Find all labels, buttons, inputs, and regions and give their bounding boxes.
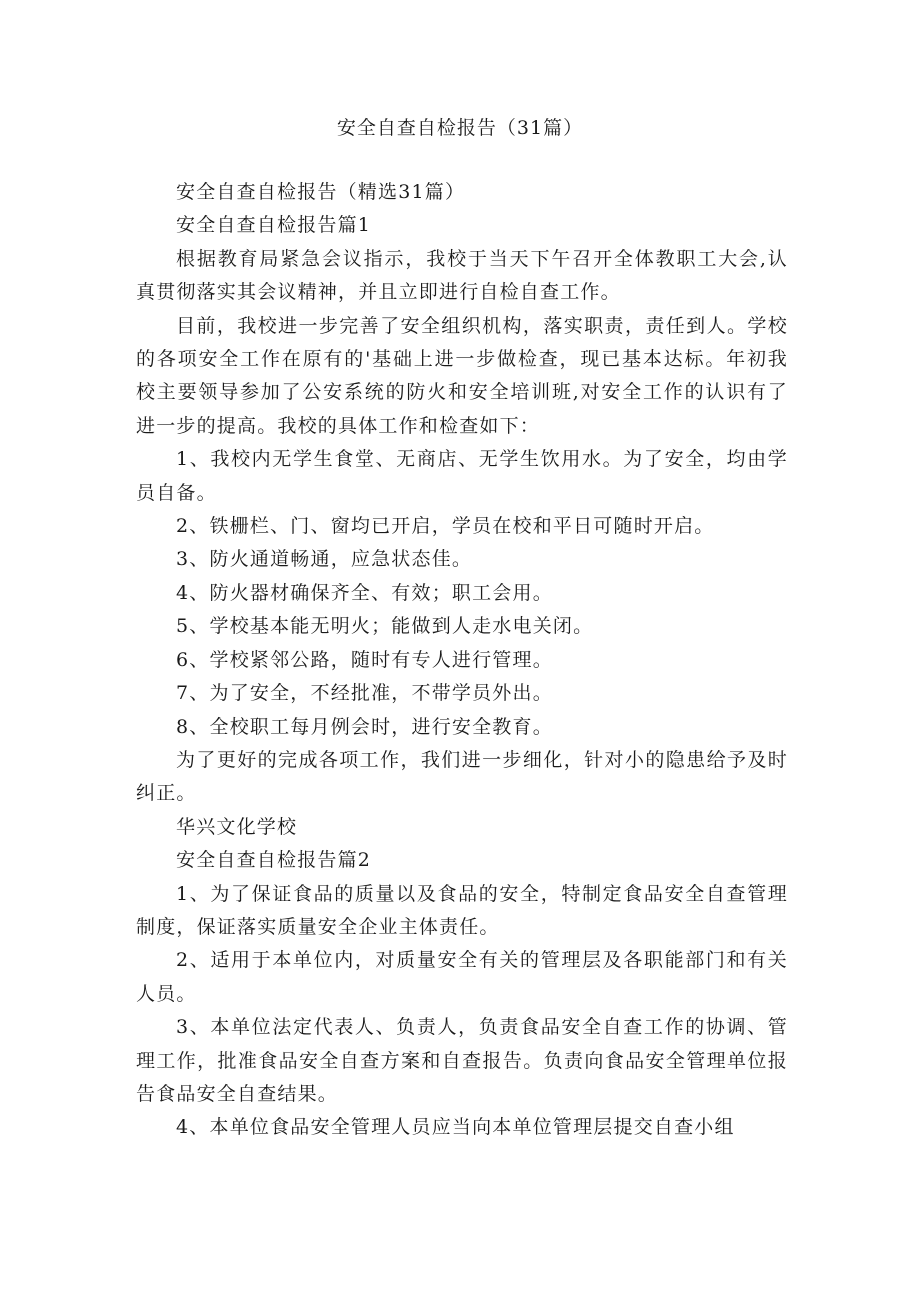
list-item: 6、学校紧邻公路，随时有专人进行管理。 [176, 648, 553, 671]
list-item: 7、为了安全，不经批准，不带学员外出。 [176, 682, 553, 705]
list-item: 4、本单位食品安全管理人员应当向本单位管理层提交自查小组 [176, 1116, 735, 1139]
list-item: 2、铁栅栏、门、窗均已开启，学员在校和平日可随时开启。 [176, 515, 715, 538]
section-heading-2: 安全自查自检报告篇2 [176, 849, 372, 872]
list-item: 8、全校职工每月例会时，进行安全教育。 [176, 715, 553, 738]
signature-line: 华兴文化学校 [176, 815, 298, 838]
subtitle-paragraph: 安全自查自检报告（精选31篇） [176, 181, 466, 203]
list-item: 3、本单位法定代表人、负责人，负责食品安全自查工作的协调、管理工作，批准食品安全自查方案和自查报告。负责向食品安全管理单位报告食品安全自查结果。 [136, 1016, 788, 1105]
document-title: 安全自查自检报告（31篇） [336, 117, 584, 139]
list-item: 1、我校内无学生食堂、无商店、无学生饮用水。为了安全，均由学员自备。 [136, 448, 788, 504]
list-item: 5、学校基本能无明火；能做到人走水电关闭。 [176, 615, 594, 638]
list-item: 2、适用于本单位内，对质量安全有关的管理层及各职能部门和有关人员。 [136, 949, 788, 1005]
paragraph: 根据教育局紧急会议指示，我校于当天下午召开全体教职工大会,认真贯彻落实其会议精神，并且立即进行自检自查工作。 [136, 247, 788, 304]
section-heading-1: 安全自查自检报告篇1 [176, 214, 372, 237]
list-item: 1、为了保证食品的质量以及食品的安全，特制定食品安全自查管理制度，保证落实质量安全企业主体责任。 [136, 882, 788, 938]
list-item: 4、防火器材确保齐全、有效；职工会用。 [176, 581, 553, 604]
paragraph: 目前，我校进一步完善了安全组织机构，落实职责，责任到人。学校的各项安全工作在原有的'基础上进一步做检查，现已基本达标。年初我校主要领导参加了公安系统的防火和安全培训班,对安全工作的认识有了进一步的提高。我校的具体工作和检查如下： [136, 314, 788, 437]
document-body [136, 176, 788, 1145]
list-item: 3、防火通道畅通，应急状态佳。 [176, 548, 473, 571]
paragraph: 为了更好的完成各项工作，我们进一步细化，针对小的隐患给予及时纠正。 [136, 748, 788, 805]
